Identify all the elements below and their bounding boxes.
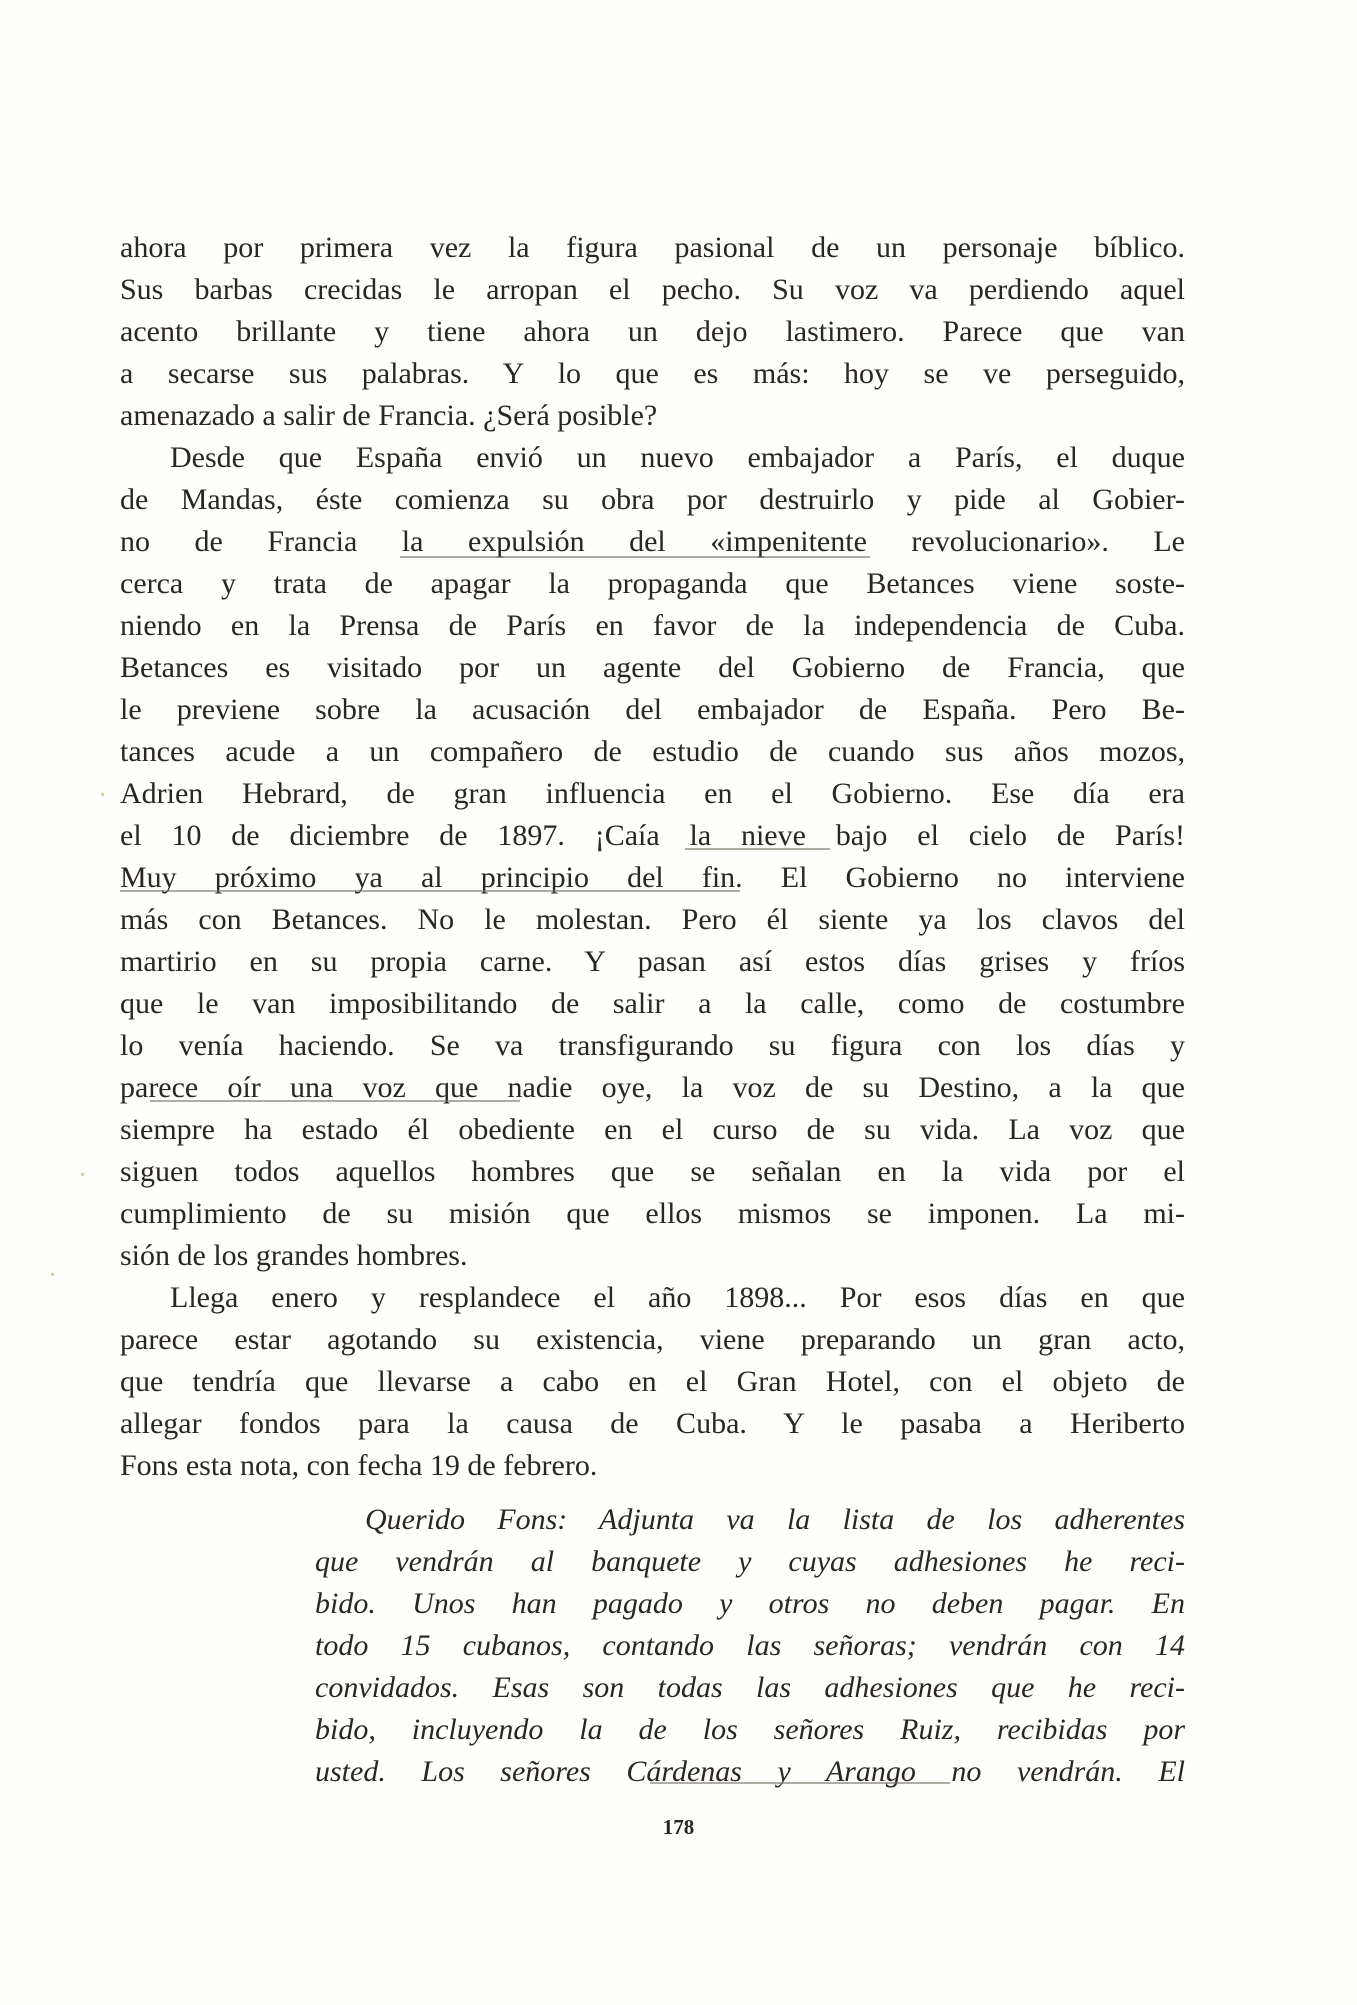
text-line: de Mandas, éste comienza su obra por destruirlo y pide al Gobier- [120, 483, 1185, 516]
quote-line: que vendrán al banquete y cuyas adhesiones he reci- [315, 1545, 1185, 1578]
text-line: parece estar agotando su existencia, viene preparando un gran acto, [120, 1323, 1185, 1356]
text-line: que tendría que llevarse a cabo en el Gran Hotel, con el objeto de [120, 1365, 1185, 1398]
quote-line: bido. Unos han pagado y otros no deben pagar. En [315, 1587, 1185, 1620]
pen-underline [400, 556, 870, 558]
text-line: lo venía haciendo. Se va transfigurando su figura con los días y [120, 1029, 1185, 1062]
margin-mark: · [78, 1160, 88, 1191]
pen-underline [120, 890, 740, 892]
text-line: no de Francia la expulsión del «impenitente revolucionario». Le [120, 525, 1185, 558]
text-line: acento brillante y tiene ahora un dejo lastimero. Parece que van [120, 315, 1185, 348]
quote-line: todo 15 cubanos, contando las señoras; vendrán con 14 [315, 1629, 1185, 1662]
text-line: Betances es visitado por un agente del Gobierno de Francia, que [120, 651, 1185, 684]
text-line: más con Betances. No le molestan. Pero él siente ya los clavos del [120, 903, 1185, 936]
text-line: el 10 de diciembre de 1897. ¡Caía la nieve bajo el cielo de París! [120, 819, 1185, 852]
quote-line: convidados. Esas son todas las adhesiones que he reci- [315, 1671, 1185, 1704]
text-line: martirio en su propia carne. Y pasan así estos días grises y fríos [120, 945, 1185, 978]
pen-underline [685, 848, 830, 850]
quote-line: usted. Los señores Cárdenas y Arango no vendrán. El [315, 1755, 1185, 1788]
pen-underline [650, 1782, 950, 1784]
quote-line: Querido Fons: Adjunta va la lista de los adherentes [365, 1503, 1185, 1536]
text-line: parece oír una voz que nadie oye, la voz de su Destino, a la que [120, 1071, 1185, 1104]
text-line: le previene sobre la acusación del embajador de España. Pero Be- [120, 693, 1185, 726]
text-line: sión de los grandes hombres. [120, 1239, 468, 1272]
text-line: tances acude a un compañero de estudio de cuando sus años mozos, [120, 735, 1185, 768]
quote-line: bido, incluyendo la de los señores Ruiz, recibidas por [315, 1713, 1185, 1746]
text-line: que le van imposibilitando de salir a la calle, como de costumbre [120, 987, 1185, 1020]
text-line: Muy próximo ya al principio del fin. El Gobierno no interviene [120, 861, 1185, 894]
margin-mark: · [48, 1260, 58, 1291]
text-line: ahora por primera vez la figura pasional de un personaje bíblico. [120, 231, 1185, 264]
text-line: Adrien Hebrard, de gran influencia en el Gobierno. Ese día era [120, 777, 1185, 810]
text-line: Sus barbas crecidas le arropan el pecho. Su voz va perdiendo aquel [120, 273, 1185, 306]
pen-underline [150, 1100, 520, 1102]
text-line: Fons esta nota, con fecha 19 de febrero. [120, 1449, 598, 1482]
text-line: cumplimiento de su misión que ellos mismos se imponen. La mi- [120, 1197, 1185, 1230]
text-line: a secarse sus palabras. Y lo que es más: hoy se ve perseguido, [120, 357, 1185, 390]
text-line: siempre ha estado él obediente en el curso de su vida. La voz que [120, 1113, 1185, 1146]
text-line: siguen todos aquellos hombres que se señalan en la vida por el [120, 1155, 1185, 1188]
text-line: cerca y trata de apagar la propaganda que Betances viene soste- [120, 567, 1185, 600]
paragraph-start-line: Llega enero y resplandece el año 1898... Por esos días en que [170, 1281, 1185, 1314]
paragraph-start-line: Desde que España envió un nuevo embajador a París, el duque [170, 441, 1185, 474]
page-number: 178 [662, 1815, 695, 1839]
text-line: niendo en la Prensa de París en favor de la independencia de Cuba. [120, 609, 1185, 642]
margin-mark: · [98, 780, 108, 811]
text-line: amenazado a salir de Francia. ¿Será posible? [120, 399, 658, 432]
text-line: allegar fondos para la causa de Cuba. Y le pasaba a Heriberto [120, 1407, 1185, 1440]
